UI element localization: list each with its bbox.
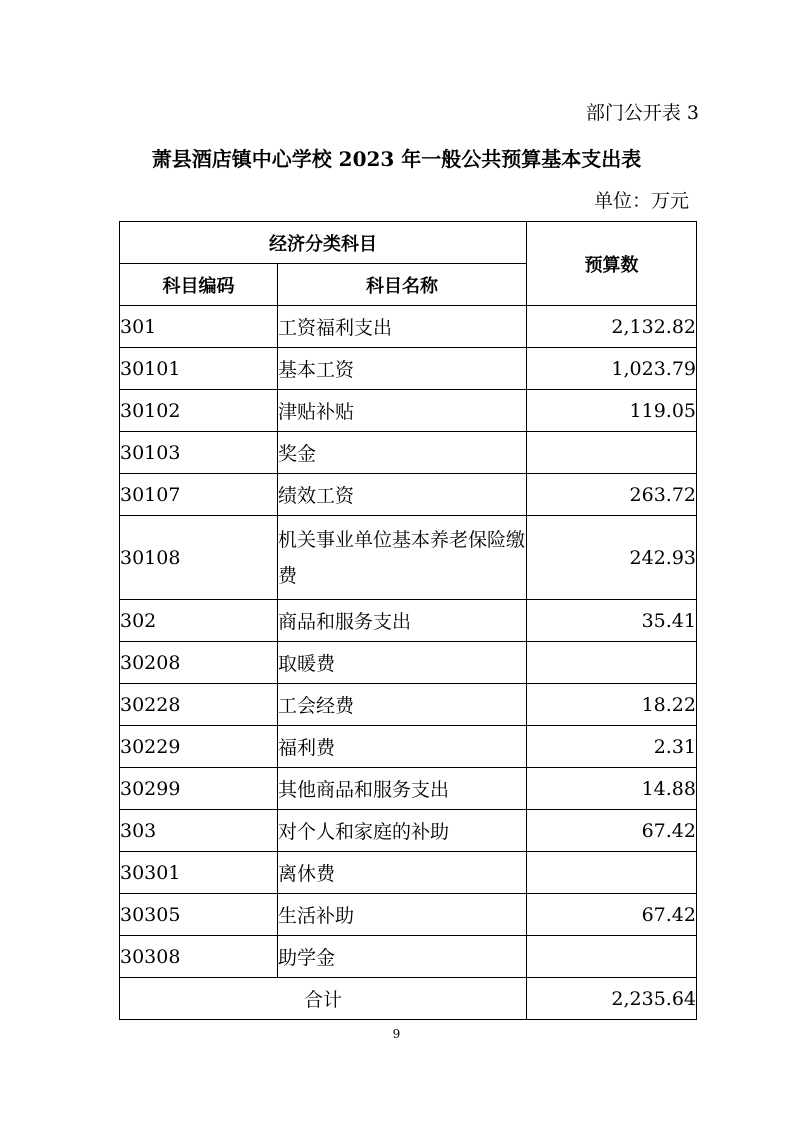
row-name: 离休费 xyxy=(278,852,527,894)
page-number: 9 xyxy=(392,1027,401,1041)
row-amount: 2,132.82 xyxy=(527,306,697,348)
row-amount xyxy=(527,642,697,684)
row-name: 工会经费 xyxy=(278,684,527,726)
table-row xyxy=(120,726,697,768)
table-row xyxy=(120,516,697,600)
row-amount: 18.22 xyxy=(527,684,697,726)
row-code: 30108 xyxy=(120,516,278,600)
unit-label: 单位：万元 xyxy=(593,190,689,212)
table-row xyxy=(120,768,697,810)
row-code: 301 xyxy=(120,306,278,348)
row-name: 机关事业单位基本养老保险缴费 xyxy=(278,516,527,600)
row-name: 工资福利支出 xyxy=(278,306,527,348)
row-name: 其他商品和服务支出 xyxy=(278,768,527,810)
total-row xyxy=(120,978,697,1020)
row-code: 30107 xyxy=(120,474,278,516)
row-amount: 67.42 xyxy=(527,894,697,936)
row-code: 302 xyxy=(120,600,278,642)
row-amount: 35.41 xyxy=(527,600,697,642)
table-row xyxy=(120,432,697,474)
table-row xyxy=(120,936,697,978)
table-row xyxy=(120,852,697,894)
table-row xyxy=(120,390,697,432)
header-name: 科目名称 xyxy=(278,264,527,306)
row-code: 30305 xyxy=(120,894,278,936)
row-code: 30103 xyxy=(120,432,278,474)
budget-table xyxy=(119,221,697,1020)
row-name: 助学金 xyxy=(278,936,527,978)
total-amount: 2,235.64 xyxy=(527,978,697,1020)
row-amount xyxy=(527,936,697,978)
row-amount: 2.31 xyxy=(527,726,697,768)
header-code: 科目编码 xyxy=(120,264,278,306)
row-amount: 67.42 xyxy=(527,810,697,852)
table-row xyxy=(120,600,697,642)
header-category: 经济分类科目 xyxy=(120,222,527,264)
doc-label: 部门公开表 3 xyxy=(585,102,699,124)
table-row xyxy=(120,306,697,348)
row-code: 30301 xyxy=(120,852,278,894)
row-code: 30101 xyxy=(120,348,278,390)
row-name: 基本工资 xyxy=(278,348,527,390)
row-code: 30228 xyxy=(120,684,278,726)
table-row xyxy=(120,474,697,516)
row-amount: 119.05 xyxy=(527,390,697,432)
table-row xyxy=(120,810,697,852)
row-amount: 263.72 xyxy=(527,474,697,516)
row-code: 30308 xyxy=(120,936,278,978)
table-row xyxy=(120,348,697,390)
row-name: 奖金 xyxy=(278,432,527,474)
table-row xyxy=(120,894,697,936)
row-name: 津贴补贴 xyxy=(278,390,527,432)
row-amount: 1,023.79 xyxy=(527,348,697,390)
row-name: 福利费 xyxy=(278,726,527,768)
page-title: 萧县酒店镇中心学校 2023 年一般公共预算基本支出表 xyxy=(151,147,642,171)
total-label: 合计 xyxy=(120,978,527,1020)
table-row xyxy=(120,642,697,684)
row-amount xyxy=(527,432,697,474)
table-row xyxy=(120,684,697,726)
row-code: 30208 xyxy=(120,642,278,684)
row-amount xyxy=(527,852,697,894)
row-amount: 242.93 xyxy=(527,516,697,600)
row-name: 对个人和家庭的补助 xyxy=(278,810,527,852)
row-amount: 14.88 xyxy=(527,768,697,810)
row-name: 取暖费 xyxy=(278,642,527,684)
header-row-1 xyxy=(120,222,697,264)
row-code: 30229 xyxy=(120,726,278,768)
row-name: 商品和服务支出 xyxy=(278,600,527,642)
row-name: 生活补助 xyxy=(278,894,527,936)
row-code: 303 xyxy=(120,810,278,852)
header-amount: 预算数 xyxy=(527,222,697,306)
row-name: 绩效工资 xyxy=(278,474,527,516)
row-code: 30102 xyxy=(120,390,278,432)
row-code: 30299 xyxy=(120,768,278,810)
